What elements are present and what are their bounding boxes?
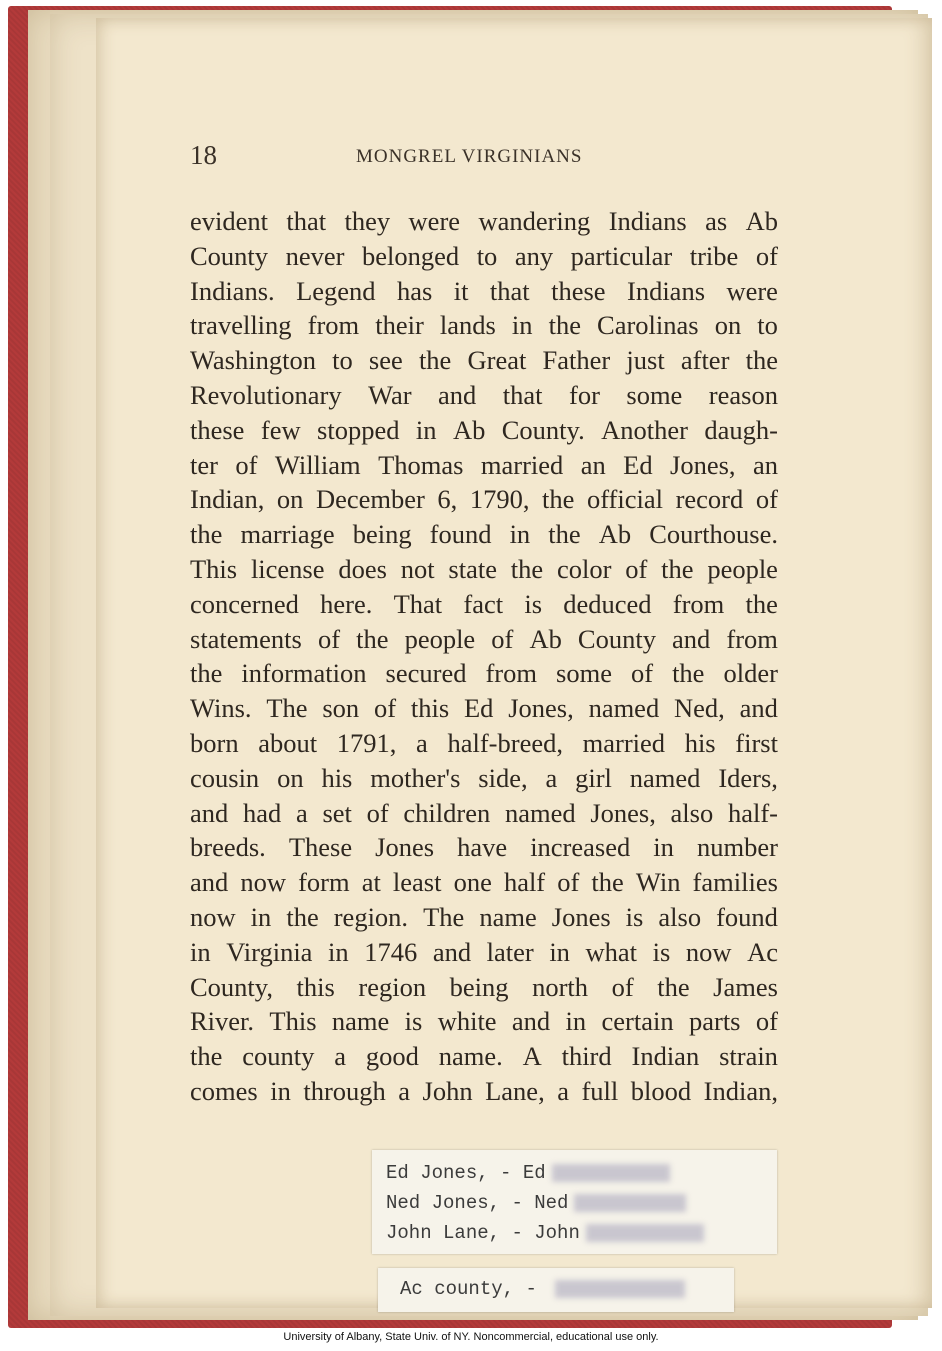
- word: the: [657, 971, 690, 1002]
- slip-label: John Lane,: [386, 1222, 501, 1244]
- word: and: [432, 936, 472, 967]
- word: girl: [575, 762, 612, 793]
- word: now: [685, 936, 732, 967]
- word: half-breed,: [447, 727, 563, 758]
- word: the: [661, 553, 694, 584]
- word: on: [277, 762, 304, 793]
- word: Ac: [747, 936, 778, 967]
- word: on: [714, 310, 742, 341]
- slip-dash: -: [500, 1162, 512, 1184]
- word: secured: [385, 658, 467, 689]
- slip-label: Ac county,: [400, 1278, 515, 1300]
- word: Another: [601, 414, 688, 445]
- word: at: [361, 867, 381, 898]
- slip-row-john-lane: [386, 1218, 777, 1248]
- word: and: [438, 379, 477, 410]
- word: half-: [727, 797, 778, 828]
- word: Indians: [608, 206, 687, 236]
- word: also: [658, 901, 702, 932]
- word: in: [270, 1075, 291, 1106]
- word: William: [274, 449, 361, 480]
- word: the: [548, 310, 581, 341]
- text-line: [190, 308, 778, 343]
- text-line: [190, 1039, 778, 1074]
- word: parts: [688, 1006, 741, 1037]
- word: is: [652, 936, 671, 967]
- word: found: [716, 901, 778, 932]
- slip-row-ac-county: [400, 1274, 734, 1304]
- text-line: [190, 413, 778, 448]
- word: concerned: [190, 588, 299, 619]
- word: The: [423, 901, 465, 932]
- word: to: [332, 345, 353, 376]
- word: evident: [190, 206, 268, 236]
- word: travelling: [190, 310, 292, 341]
- word: record: [675, 484, 744, 515]
- word: now: [190, 901, 236, 932]
- text-line: [190, 865, 778, 900]
- text-line: [190, 239, 778, 274]
- word: Ab: [529, 623, 562, 654]
- word: from: [485, 658, 537, 689]
- word: Ab: [452, 414, 486, 445]
- word: named: [629, 762, 701, 793]
- word: to: [757, 310, 778, 341]
- word: some: [556, 658, 612, 689]
- text-line: [190, 970, 778, 1005]
- word: deduced: [563, 588, 652, 619]
- word: of: [317, 623, 341, 654]
- word: December: [315, 484, 425, 515]
- running-head: MONGREL VIRGINIANS: [356, 146, 583, 167]
- text-line: [190, 204, 778, 239]
- word: they: [344, 206, 391, 236]
- slip-value: John: [534, 1222, 580, 1244]
- word: it: [453, 275, 469, 306]
- redaction-blur: [586, 1224, 704, 1242]
- word: is: [404, 1006, 423, 1037]
- word: and: [190, 867, 229, 898]
- word: that: [502, 379, 543, 410]
- word: daugh-: [704, 414, 778, 445]
- word: Courthouse.: [649, 519, 778, 550]
- word: on: [276, 484, 304, 515]
- redaction-blur: [552, 1164, 670, 1182]
- text-line: [190, 1004, 778, 1039]
- word: through: [303, 1075, 386, 1106]
- word: Indian,: [703, 1075, 778, 1106]
- slip-value: Ed: [522, 1162, 546, 1184]
- word: Lane,: [485, 1075, 545, 1106]
- word: the: [672, 658, 705, 689]
- word: in: [549, 936, 570, 967]
- word: fact: [463, 588, 504, 619]
- word: any: [514, 240, 554, 271]
- word: of: [755, 1006, 778, 1037]
- word: of: [611, 971, 634, 1002]
- word: married: [582, 727, 666, 758]
- word: Indians.: [190, 275, 275, 306]
- slip-label: Ed Jones,: [386, 1162, 489, 1184]
- word: in: [565, 1006, 587, 1037]
- word: marriage: [240, 519, 335, 550]
- body-paragraph: [190, 204, 778, 1109]
- page-number: 18: [190, 140, 217, 170]
- word: of: [755, 240, 778, 271]
- word: the: [542, 484, 575, 515]
- text-line: [190, 830, 778, 865]
- word: Carolinas: [597, 310, 699, 341]
- word: the: [190, 658, 223, 689]
- word: in: [653, 832, 674, 863]
- word: these: [551, 275, 606, 306]
- word: County: [190, 240, 269, 271]
- word: These: [288, 832, 353, 863]
- word: married: [480, 449, 564, 480]
- word: number: [696, 832, 778, 863]
- word: being: [449, 971, 509, 1002]
- text-line: [190, 935, 778, 970]
- slip-dash: -: [525, 1278, 537, 1300]
- word: here.: [320, 588, 373, 619]
- word: Washington: [190, 345, 316, 376]
- word: is: [524, 588, 543, 619]
- word: War: [368, 379, 412, 410]
- word: of: [366, 797, 389, 828]
- word: children: [403, 797, 491, 828]
- text-line: [190, 691, 778, 726]
- word: son: [322, 693, 360, 724]
- word: official: [586, 484, 663, 515]
- word: Great: [467, 345, 527, 376]
- word: tribe: [689, 240, 739, 271]
- word: the: [745, 588, 778, 619]
- text-line: [190, 726, 778, 761]
- slip-value: Ned: [534, 1192, 569, 1214]
- word: these: [190, 414, 245, 445]
- word: Indian,: [190, 484, 265, 515]
- word: breeds.: [190, 832, 266, 863]
- word: County.: [501, 414, 585, 445]
- word: see: [368, 345, 403, 376]
- word: is: [625, 901, 644, 932]
- word: an: [752, 449, 778, 480]
- word: set: [322, 797, 352, 828]
- word: some: [626, 379, 683, 410]
- word: Thomas: [378, 449, 464, 480]
- word: and: [511, 1006, 551, 1037]
- word: people: [404, 623, 476, 654]
- word: This: [269, 1006, 317, 1037]
- word: their: [375, 310, 424, 341]
- word: also: [670, 797, 714, 828]
- slip-label: Ned Jones,: [386, 1192, 501, 1214]
- word: of: [755, 484, 778, 515]
- word: an: [580, 449, 606, 480]
- word: older: [723, 658, 778, 689]
- word: James: [713, 971, 778, 1002]
- text-line: [190, 517, 778, 552]
- word: families: [692, 867, 778, 898]
- word: full: [581, 1075, 619, 1106]
- word: Win: [635, 867, 681, 898]
- word: a: [334, 1041, 346, 1072]
- word: name: [331, 1006, 390, 1037]
- word: license: [250, 553, 325, 584]
- word: Indian: [631, 1041, 700, 1072]
- word: does: [338, 553, 387, 584]
- word: 1746: [364, 936, 418, 967]
- word: Indians: [627, 275, 706, 306]
- word: Jones: [375, 832, 435, 863]
- word: region: [358, 971, 427, 1002]
- word: County: [577, 623, 656, 654]
- text-line: [190, 900, 778, 935]
- annotation-slip-names: [372, 1150, 777, 1254]
- word: County,: [190, 971, 273, 1002]
- word: Ab: [598, 519, 632, 550]
- word: Iders,: [718, 762, 778, 793]
- redaction-blur: [574, 1194, 686, 1212]
- word: north: [532, 971, 589, 1002]
- text-line: [190, 796, 778, 831]
- word: 1790,: [469, 484, 530, 515]
- word: mother's: [370, 762, 461, 793]
- word: ter: [190, 449, 218, 480]
- word: strain: [719, 1041, 778, 1072]
- word: Ed: [463, 693, 494, 724]
- slip-row-ed-jones: [386, 1158, 777, 1188]
- word: people: [707, 553, 778, 584]
- word: the: [510, 553, 544, 584]
- word: just: [626, 345, 665, 376]
- word: being: [352, 519, 412, 550]
- archive-credit: University of Albany, State Univ. of NY. Noncommercial, educational use only.: [283, 1331, 659, 1343]
- word: found: [429, 519, 492, 550]
- word: and: [190, 797, 229, 828]
- word: That: [393, 588, 443, 619]
- word: that: [286, 206, 327, 236]
- word: a: [545, 762, 558, 793]
- word: first: [735, 727, 778, 758]
- word: the: [190, 519, 223, 550]
- word: the: [418, 345, 452, 376]
- word: to: [476, 240, 498, 271]
- word: of: [630, 658, 654, 689]
- word: about: [258, 727, 318, 758]
- word: certain: [601, 1006, 674, 1037]
- word: a: [416, 727, 428, 758]
- word: Legend: [296, 275, 376, 306]
- word: 1791,: [336, 727, 397, 758]
- word: not: [400, 553, 435, 584]
- word: of: [491, 623, 514, 654]
- word: information: [241, 658, 367, 689]
- word: were: [726, 275, 778, 306]
- word: his: [684, 727, 716, 758]
- word: a: [557, 1075, 569, 1106]
- word: the: [190, 1041, 223, 1072]
- word: later: [486, 936, 534, 967]
- word: from: [726, 623, 778, 654]
- word: Jones,: [590, 797, 656, 828]
- word: in: [250, 901, 272, 932]
- word: that: [489, 275, 530, 306]
- word: one: [453, 867, 492, 898]
- word: Ab: [745, 206, 778, 236]
- word: and: [672, 623, 711, 654]
- word: now: [240, 867, 286, 898]
- word: Revolutionary: [190, 379, 342, 410]
- word: as: [705, 206, 728, 236]
- word: a: [295, 797, 308, 828]
- word: were: [408, 206, 461, 236]
- word: A: [522, 1041, 542, 1072]
- word: John: [422, 1075, 473, 1106]
- word: in: [511, 310, 533, 341]
- word: Jones: [551, 901, 611, 932]
- word: side,: [478, 762, 528, 793]
- word: region.: [333, 901, 409, 932]
- word: this: [410, 693, 450, 724]
- word: few: [260, 414, 301, 445]
- word: named: [588, 693, 660, 724]
- word: and: [739, 693, 778, 724]
- word: state: [448, 553, 497, 584]
- text-line: [190, 448, 778, 483]
- word: in: [190, 936, 211, 967]
- word: after: [680, 345, 730, 376]
- slip-row-ned-jones: [386, 1188, 777, 1218]
- word: of: [373, 693, 397, 724]
- text-line: [190, 343, 778, 378]
- word: increased: [530, 832, 631, 863]
- word: least: [392, 867, 442, 898]
- word: cousin: [190, 762, 260, 793]
- word: a: [398, 1075, 411, 1106]
- word: half: [503, 867, 546, 898]
- word: Ned,: [674, 693, 725, 724]
- word: name: [479, 901, 537, 932]
- text-line: [190, 761, 778, 796]
- word: particular: [570, 240, 673, 271]
- word: his: [321, 762, 353, 793]
- word: reason: [708, 379, 778, 410]
- word: blood: [630, 1075, 692, 1106]
- word: name.: [438, 1041, 503, 1072]
- text-line: [190, 552, 778, 587]
- word: white: [437, 1006, 497, 1037]
- slip-dash: -: [511, 1222, 523, 1244]
- word: the: [286, 901, 319, 932]
- word: Ed: [623, 449, 653, 480]
- text-line: [190, 587, 778, 622]
- word: The: [266, 693, 308, 724]
- word: in: [415, 414, 437, 445]
- word: comes: [190, 1075, 258, 1106]
- word: from: [672, 588, 725, 619]
- word: River.: [190, 1006, 255, 1037]
- word: 6,: [437, 484, 458, 515]
- word: of: [557, 867, 580, 898]
- word: Wins.: [190, 693, 252, 724]
- word: This: [190, 553, 238, 584]
- text-line: [190, 378, 778, 413]
- word: this: [296, 971, 335, 1002]
- word: has: [396, 275, 433, 306]
- word: had: [242, 797, 282, 828]
- word: in: [328, 936, 349, 967]
- text-line: [190, 482, 778, 517]
- word: Jones,: [508, 693, 574, 724]
- word: in: [509, 519, 531, 550]
- text-line: [190, 1074, 778, 1109]
- word: Father: [542, 345, 611, 376]
- word: lands: [439, 310, 496, 341]
- word: of: [235, 449, 258, 480]
- word: the: [591, 867, 624, 898]
- text-line: [190, 656, 778, 691]
- word: named: [504, 797, 576, 828]
- word: county: [242, 1041, 315, 1072]
- page-header: [190, 140, 790, 180]
- word: Virginia: [226, 936, 313, 967]
- word: the: [356, 623, 389, 654]
- word: for: [569, 379, 600, 410]
- text-line: [190, 274, 778, 309]
- word: the: [548, 519, 581, 550]
- text-line: [190, 622, 778, 657]
- word: never: [285, 240, 345, 271]
- word: statements: [190, 623, 302, 654]
- annotation-slip-county: [378, 1268, 734, 1312]
- word: of: [625, 553, 648, 584]
- word: stopped: [317, 414, 400, 445]
- slip-dash: -: [511, 1192, 523, 1214]
- word: good: [365, 1041, 419, 1072]
- word: color: [556, 553, 612, 584]
- word: born: [190, 727, 239, 758]
- word: Jones,: [670, 449, 736, 480]
- word: the: [745, 345, 778, 376]
- word: form: [298, 867, 350, 898]
- word: belonged: [362, 240, 460, 271]
- word: from: [307, 310, 360, 341]
- word: third: [561, 1041, 612, 1072]
- word: have: [457, 832, 508, 863]
- word: what: [585, 936, 638, 967]
- word: wandering: [478, 206, 591, 236]
- redaction-blur: [555, 1280, 685, 1298]
